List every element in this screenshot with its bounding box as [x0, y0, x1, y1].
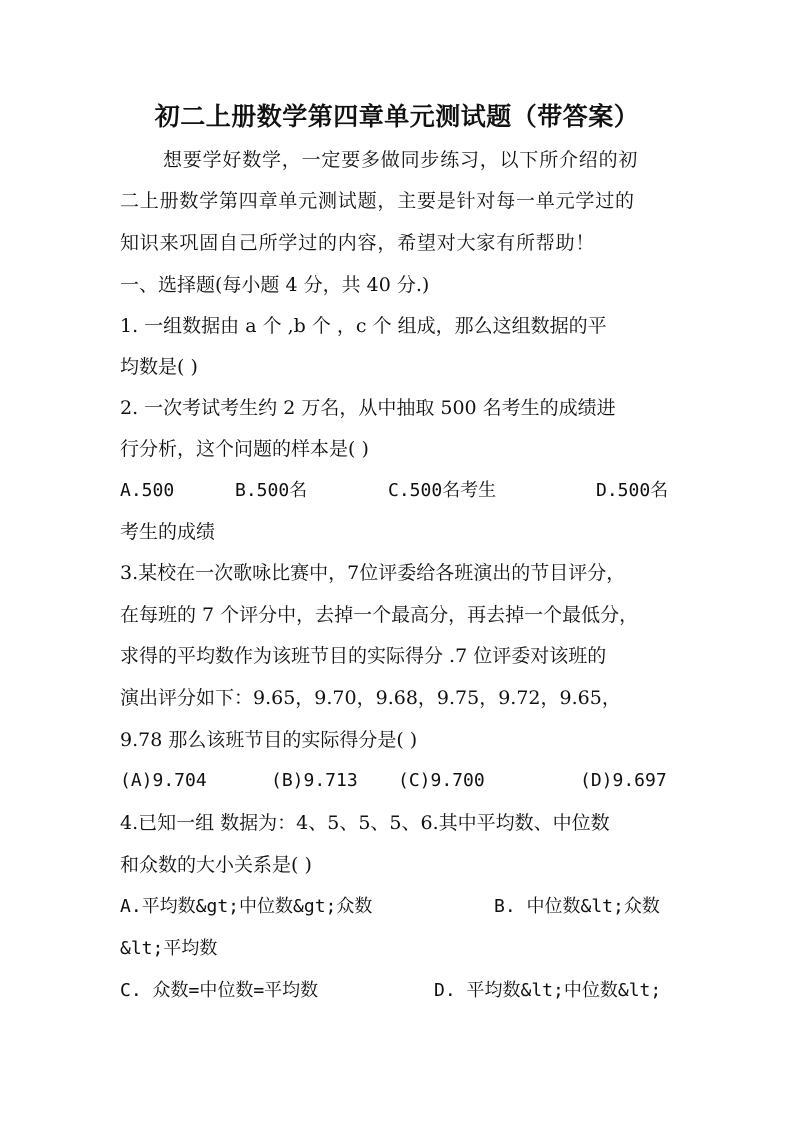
question-4-line-2: 和众数的大小关系是( ) [120, 854, 312, 876]
intro-line-3: 知识来巩固自己所学过的内容，希望对大家有所帮助！ [120, 232, 596, 254]
question-2-option-d-continued: 考生的成绩 [120, 521, 216, 543]
question-3-line-4: 演出评分如下：9.65，9.70，9.68，9.75，9.72，9.65， [120, 687, 621, 709]
question-3-option-d: (D)9.697 [580, 770, 667, 791]
question-4-option-a: A.平均数&gt;中位数&gt;众数 [120, 896, 373, 917]
question-3-line-1: 3.某校在一次歌咏比赛中，7位评委给各班演出的节目评分， [120, 562, 626, 584]
question-2-option-b: B.500名 [235, 480, 308, 501]
intro-line-2: 二上册数学第四章单元测试题，主要是针对每一单元学过的 [120, 190, 635, 212]
question-3-option-c: (C)9.700 [398, 770, 485, 791]
question-4-option-c: C. 众数=中位数=平均数 [120, 980, 319, 1001]
question-4-line-1: 4.已知一组 数据为：4、5、5、5、6.其中平均数、中位数 [120, 812, 610, 834]
question-2-option-a: A.500 [120, 480, 175, 501]
question-2-line-2: 行分析，这个问题的样本是( ) [120, 438, 369, 460]
question-3-option-a: (A)9.704 [120, 770, 207, 791]
question-3-line-5: 9.78 那么该班节目的实际得分是( ) [120, 729, 418, 751]
question-2-option-d: D.500名 [596, 480, 669, 501]
section-heading: 一、选择题(每小题 4 分，共 40 分.) [120, 274, 430, 296]
question-2-option-c: C.500名考生 [388, 480, 497, 501]
question-3-option-b: (B)9.713 [271, 770, 358, 791]
question-4-option-b: B. 中位数&lt;众数 [494, 896, 660, 917]
question-4-option-d: D. 平均数&lt;中位数&lt; [434, 980, 662, 1001]
question-3-line-2: 在每班的 7 个评分中，去掉一个最高分，再去掉一个最低分， [120, 604, 639, 626]
question-2-line-1: 2. 一次考试考生约 2 万名，从中抽取 500 名考生的成绩进 [120, 397, 616, 419]
question-1-line-1: 1. 一组数据由 a 个 ,b 个 ，c 个 组成，那么这组数据的平 [120, 315, 607, 337]
page-title: 初二上册数学第四章单元测试题（带答案） [154, 102, 640, 131]
question-3-line-3: 求得的平均数作为该班节目的实际得分 .7 位评委对该班的 [120, 645, 607, 667]
intro-line-1: 想要学好数学，一定要多做同步练习，以下所介绍的初 [163, 149, 639, 171]
question-1-line-2: 均数是( ) [120, 356, 198, 378]
question-4-option-b-continued: &lt;平均数 [120, 938, 218, 959]
